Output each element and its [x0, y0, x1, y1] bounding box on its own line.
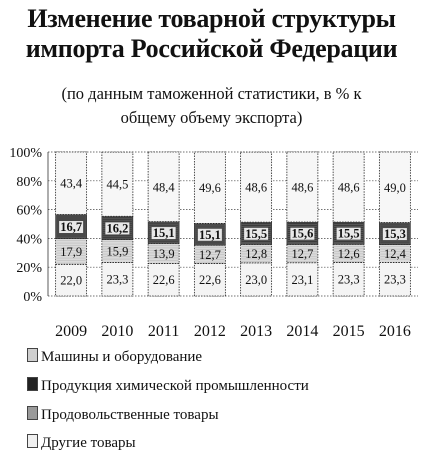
chart-title-line-1: Изменение товарной структуры — [27, 4, 396, 33]
data-label: 16,2 — [106, 221, 129, 236]
legend-label-other: Другие товары — [41, 435, 136, 451]
data-label: 15,5 — [337, 226, 360, 241]
data-label: 43,4 — [60, 176, 83, 191]
x-tick-label: 2014 — [286, 323, 319, 340]
data-label: 23,3 — [337, 272, 360, 287]
data-label: 17,9 — [60, 244, 83, 259]
y-tick-label: 40% — [16, 232, 42, 248]
legend-label-chemical: Продукция химической промышленности — [41, 378, 309, 394]
data-label: 15,3 — [383, 227, 406, 242]
y-tick-label: 20% — [16, 261, 42, 277]
legend-label-food: Продовольственные товары — [41, 407, 219, 423]
data-label: 48,6 — [291, 180, 314, 195]
data-label: 49,0 — [383, 180, 406, 195]
data-label: 13,9 — [152, 246, 175, 261]
data-label: 16,7 — [60, 220, 83, 235]
legend-item-other — [27, 434, 136, 452]
data-label: 15,1 — [152, 226, 175, 241]
data-label: 23,3 — [383, 272, 406, 287]
legend-label-machinery: Машины и оборудование — [41, 349, 203, 365]
data-label: 15,1 — [198, 227, 221, 242]
data-label: 15,9 — [106, 244, 129, 259]
legend-item-chemical — [27, 377, 309, 395]
data-label: 15,5 — [245, 226, 268, 241]
data-label: 12,7 — [291, 247, 314, 262]
data-label: 44,5 — [106, 177, 129, 192]
y-tick-label: 0% — [23, 290, 42, 305]
data-label: 49,6 — [198, 181, 221, 196]
data-label: 23,3 — [106, 272, 129, 287]
stacked-bar-chart — [0, 138, 423, 343]
legend-item-machinery — [27, 348, 202, 366]
x-tick-label: 2015 — [332, 323, 365, 340]
data-label: 12,7 — [198, 247, 221, 262]
data-label: 48,4 — [152, 180, 175, 195]
data-label: 22,0 — [60, 273, 83, 288]
x-tick-label: 2010 — [101, 323, 134, 340]
y-tick-label: 100% — [9, 146, 42, 161]
data-label: 48,6 — [245, 180, 268, 195]
data-label: 22,6 — [152, 273, 175, 288]
data-label: 22,6 — [198, 273, 221, 288]
legend-swatch-other — [27, 434, 38, 448]
y-tick-label: 60% — [16, 203, 42, 219]
legend-item-food — [27, 406, 219, 424]
data-label: 15,6 — [291, 226, 314, 241]
legend-swatch-chemical — [27, 377, 38, 391]
chart-subtitle-line-2: общему объему экспорта) — [120, 108, 303, 127]
data-label: 12,8 — [245, 247, 268, 262]
data-label: 23,1 — [291, 272, 314, 287]
data-label: 12,4 — [383, 247, 406, 262]
chart-title-line-2: импорта Российской Федерации — [25, 34, 398, 63]
x-tick-label: 2009 — [55, 323, 88, 340]
x-tick-label: 2016 — [378, 323, 411, 340]
x-tick-label: 2013 — [240, 323, 273, 340]
y-tick-label: 80% — [16, 174, 42, 190]
x-tick-label: 2012 — [193, 323, 226, 340]
x-tick-label: 2011 — [147, 323, 180, 340]
legend-swatch-food — [27, 406, 38, 420]
chart-subtitle-line-1: (по данным таможенной статистики, в % к — [61, 84, 362, 103]
data-label: 12,6 — [337, 246, 360, 261]
data-label: 48,6 — [337, 180, 360, 195]
legend-swatch-machinery — [27, 348, 38, 362]
data-label: 23,0 — [245, 272, 268, 287]
